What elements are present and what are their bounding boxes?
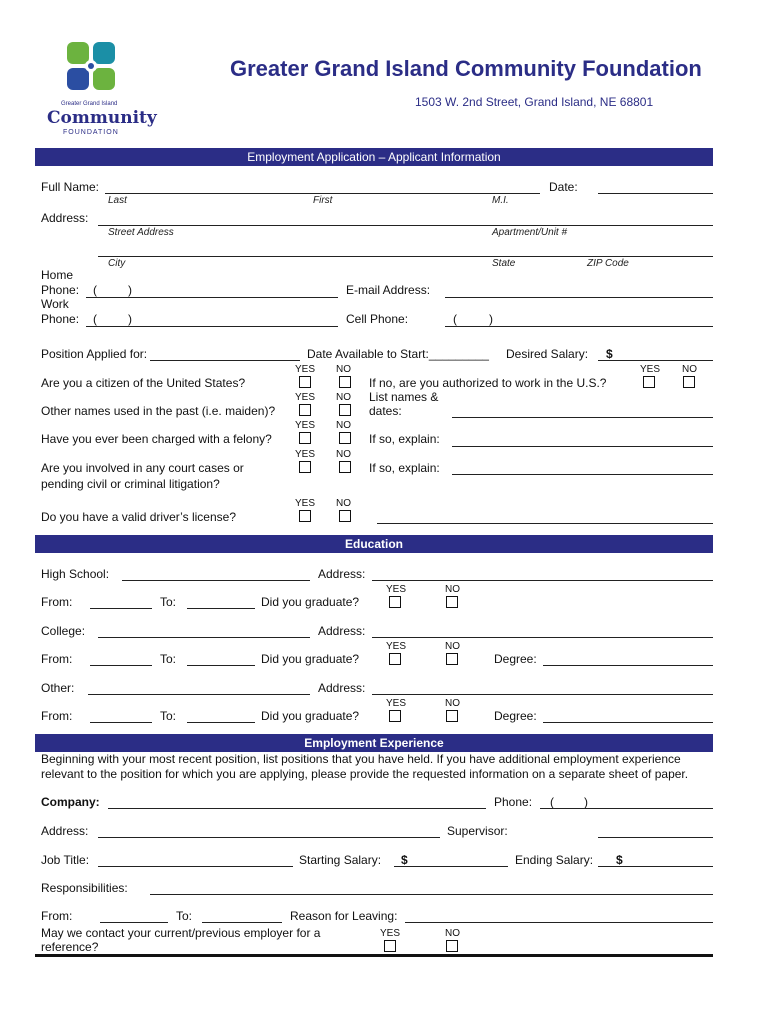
other-school-label: Other:: [41, 681, 75, 695]
company-address-label: Address:: [41, 824, 89, 838]
company-address-input[interactable]: [98, 837, 440, 838]
responsibilities-input[interactable]: [150, 894, 713, 895]
hs-from-input[interactable]: [90, 608, 152, 609]
street-sublabel: Street Address: [108, 227, 174, 238]
authorized-no-checkbox[interactable]: [683, 376, 695, 388]
work-phone-input[interactable]: [86, 326, 338, 327]
employment-to-input[interactable]: [202, 922, 282, 923]
city-state-zip-input[interactable]: [98, 256, 713, 257]
court-yes-checkbox[interactable]: [299, 461, 311, 473]
hs-address-input[interactable]: [372, 580, 713, 581]
college-to-label: To:: [160, 652, 177, 666]
other-no-label: NO: [445, 698, 460, 709]
reason-leaving-input[interactable]: [405, 922, 713, 923]
cell-phone-label: Cell Phone:: [346, 312, 409, 326]
company-label: Company:: [41, 795, 100, 809]
hs-to-input[interactable]: [187, 608, 255, 609]
position-input[interactable]: [150, 360, 300, 361]
license-no-checkbox[interactable]: [339, 510, 351, 522]
work-phone-paren-open: (: [93, 312, 97, 326]
college-address-input[interactable]: [372, 637, 713, 638]
court-no-label: NO: [336, 449, 351, 460]
hs-graduate-label: Did you graduate?: [261, 595, 360, 609]
bottom-rule: [35, 954, 713, 957]
felony-explain-label: If so, explain:: [369, 432, 440, 446]
other-names-no-label: NO: [336, 392, 351, 403]
hs-yes-label: YES: [386, 584, 407, 595]
other-degree-label: Degree:: [494, 709, 537, 723]
employment-intro-2: relevant to the position for which you are applying, please provide the requested information on a separate sheet of paper.: [41, 767, 689, 781]
street-address-input[interactable]: [98, 225, 713, 226]
full-name-input[interactable]: [105, 193, 540, 194]
other-no-checkbox[interactable]: [446, 710, 458, 722]
ending-salary-label: Ending Salary:: [515, 853, 594, 867]
date-label: Date:: [549, 180, 578, 194]
college-label: College:: [41, 624, 86, 638]
employment-from-label: From:: [41, 909, 73, 923]
starting-salary-label: Starting Salary:: [299, 853, 382, 867]
citizen-no-label: NO: [336, 364, 351, 375]
list-names-label-1: List names &: [369, 390, 439, 404]
felony-explain-input[interactable]: [452, 446, 713, 447]
logo: [45, 38, 155, 138]
other-names-question: Other names used in the past (i.e. maiden)?: [41, 404, 276, 418]
supervisor-label: Supervisor:: [447, 824, 508, 838]
reason-leaving-label: Reason for Leaving:: [290, 909, 398, 923]
job-title-label: Job Title:: [41, 853, 90, 867]
college-yes-label: YES: [386, 641, 407, 652]
college-address-label: Address:: [318, 624, 366, 638]
cell-phone-input[interactable]: [445, 326, 713, 327]
other-graduate-label: Did you graduate?: [261, 709, 360, 723]
court-question-1: Are you involved in any court cases or: [41, 461, 244, 475]
citizen-question: Are you a citizen of the United States?: [41, 376, 246, 390]
license-yes-checkbox[interactable]: [299, 510, 311, 522]
felony-yes-checkbox[interactable]: [299, 432, 311, 444]
zip-sublabel: ZIP Code: [587, 258, 629, 269]
full-name-label: Full Name:: [41, 180, 100, 194]
list-names-label-2: dates:: [369, 404, 402, 418]
home-phone-label-1: Home: [41, 268, 74, 282]
license-question: Do you have a valid driver’s license?: [41, 510, 236, 524]
logo-mark-icon: [45, 38, 155, 100]
other-from-label: From:: [41, 709, 73, 723]
ending-salary-input[interactable]: [598, 866, 713, 867]
citizen-no-checkbox[interactable]: [339, 376, 351, 388]
desired-salary-dollar: $: [606, 347, 613, 361]
company-input[interactable]: [108, 808, 486, 809]
court-question-2: pending civil or criminal litigation?: [41, 477, 220, 491]
contact-question-2: reference?: [41, 940, 99, 954]
city-sublabel: City: [108, 258, 126, 269]
authorized-yes-label: YES: [640, 364, 661, 375]
hs-address-label: Address:: [318, 567, 366, 581]
other-yes-label: YES: [386, 698, 407, 709]
other-to-label: To:: [160, 709, 177, 723]
other-from-input[interactable]: [90, 722, 152, 723]
contact-no-label: NO: [445, 928, 460, 939]
high-school-input[interactable]: [122, 580, 310, 581]
section-bar-education: Education: [35, 535, 713, 553]
desired-salary-label: Desired Salary:: [506, 347, 589, 361]
other-names-no-checkbox[interactable]: [339, 404, 351, 416]
date-input[interactable]: [598, 193, 713, 194]
section-bar-employment: Employment Experience: [35, 734, 713, 752]
logo-small-text: Greater Grand Island: [61, 101, 118, 107]
other-address-input[interactable]: [372, 694, 713, 695]
address-label: Address:: [41, 211, 89, 225]
hs-from-label: From:: [41, 595, 73, 609]
license-yes-label: YES: [295, 498, 316, 509]
date-available-label: Date Available to Start:_________: [307, 347, 489, 361]
other-names-yes-checkbox[interactable]: [299, 404, 311, 416]
high-school-label: High School:: [41, 567, 110, 581]
last-sublabel: Last: [108, 195, 127, 206]
college-input[interactable]: [98, 637, 310, 638]
employment-from-input[interactable]: [100, 922, 168, 923]
hs-yes-checkbox[interactable]: [389, 596, 401, 608]
other-degree-input[interactable]: [543, 722, 713, 723]
contact-yes-checkbox[interactable]: [384, 940, 396, 952]
hs-no-checkbox[interactable]: [446, 596, 458, 608]
org-address: 1503 W. 2nd Street, Grand Island, NE 68801: [415, 95, 654, 109]
responsibilities-label: Responsibilities:: [41, 881, 128, 895]
position-label: Position Applied for:: [41, 347, 148, 361]
work-phone-label-1: Work: [41, 297, 69, 311]
court-explain-label: If so, explain:: [369, 461, 440, 475]
section-bar-applicant: Employment Application – Applicant Information: [35, 148, 713, 166]
first-sublabel: First: [313, 195, 333, 206]
college-no-label: NO: [445, 641, 460, 652]
court-yes-label: YES: [295, 449, 316, 460]
college-no-checkbox[interactable]: [446, 653, 458, 665]
org-title: Greater Grand Island Community Foundation: [230, 56, 702, 81]
apt-sublabel: Apartment/Unit #: [492, 227, 568, 238]
logo-foundation-text: FOUNDATION: [63, 129, 119, 136]
logo-community-text: Community: [47, 108, 157, 128]
work-phone-paren-close: ): [128, 312, 132, 326]
contact-yes-label: YES: [380, 928, 401, 939]
contact-question-1: May we contact your current/previous employer for a: [41, 926, 321, 940]
home-phone-paren-open: (: [93, 283, 97, 297]
contact-no-checkbox[interactable]: [446, 940, 458, 952]
college-from-input[interactable]: [90, 665, 152, 666]
felony-no-checkbox[interactable]: [339, 432, 351, 444]
college-degree-input[interactable]: [543, 665, 713, 666]
cell-phone-paren-close: ): [489, 312, 493, 326]
college-degree-label: Degree:: [494, 652, 537, 666]
ending-salary-dollar: $: [616, 853, 623, 867]
authorized-yes-checkbox[interactable]: [643, 376, 655, 388]
starting-salary-input[interactable]: [394, 866, 508, 867]
hs-no-label: NO: [445, 584, 460, 595]
other-address-label: Address:: [318, 681, 366, 695]
employment-intro-1: Beginning with your most recent position, list positions that you have held. If you have additional employment experience: [41, 752, 681, 766]
citizen-yes-label: YES: [295, 364, 316, 375]
employment-to-label: To:: [176, 909, 193, 923]
supervisor-input[interactable]: [598, 837, 713, 838]
company-phone-paren-open: (: [550, 795, 554, 809]
authorized-no-label: NO: [682, 364, 697, 375]
company-phone-label: Phone:: [494, 795, 533, 809]
desired-salary-input[interactable]: [598, 360, 713, 361]
felony-no-label: NO: [336, 420, 351, 431]
state-sublabel: State: [492, 258, 516, 269]
other-school-input[interactable]: [88, 694, 310, 695]
felony-question: Have you ever been charged with a felony?: [41, 432, 272, 446]
other-to-input[interactable]: [187, 722, 255, 723]
license-detail-input[interactable]: [377, 523, 713, 524]
other-yes-checkbox[interactable]: [389, 710, 401, 722]
felony-yes-label: YES: [295, 420, 316, 431]
college-yes-checkbox[interactable]: [389, 653, 401, 665]
home-phone-paren-close: ): [128, 283, 132, 297]
work-phone-label-2: Phone:: [41, 312, 80, 326]
hs-to-label: To:: [160, 595, 177, 609]
citizen-yes-checkbox[interactable]: [299, 376, 311, 388]
starting-salary-dollar: $: [401, 853, 408, 867]
college-from-label: From:: [41, 652, 73, 666]
license-no-label: NO: [336, 498, 351, 509]
court-explain-input[interactable]: [452, 474, 713, 475]
home-phone-label-2: Phone:: [41, 283, 80, 297]
company-phone-input[interactable]: [540, 808, 713, 809]
company-phone-paren-close: ): [584, 795, 588, 809]
job-title-input[interactable]: [98, 866, 293, 867]
court-no-checkbox[interactable]: [339, 461, 351, 473]
list-names-input[interactable]: [452, 417, 713, 418]
mi-sublabel: M.I.: [492, 195, 509, 206]
email-input[interactable]: [445, 297, 713, 298]
email-label: E-mail Address:: [346, 283, 431, 297]
cell-phone-paren-open: (: [453, 312, 457, 326]
authorized-question: If no, are you authorized to work in the U.S.?: [369, 376, 607, 390]
home-phone-input[interactable]: [86, 297, 338, 298]
college-to-input[interactable]: [187, 665, 255, 666]
other-names-yes-label: YES: [295, 392, 316, 403]
college-graduate-label: Did you graduate?: [261, 652, 360, 666]
